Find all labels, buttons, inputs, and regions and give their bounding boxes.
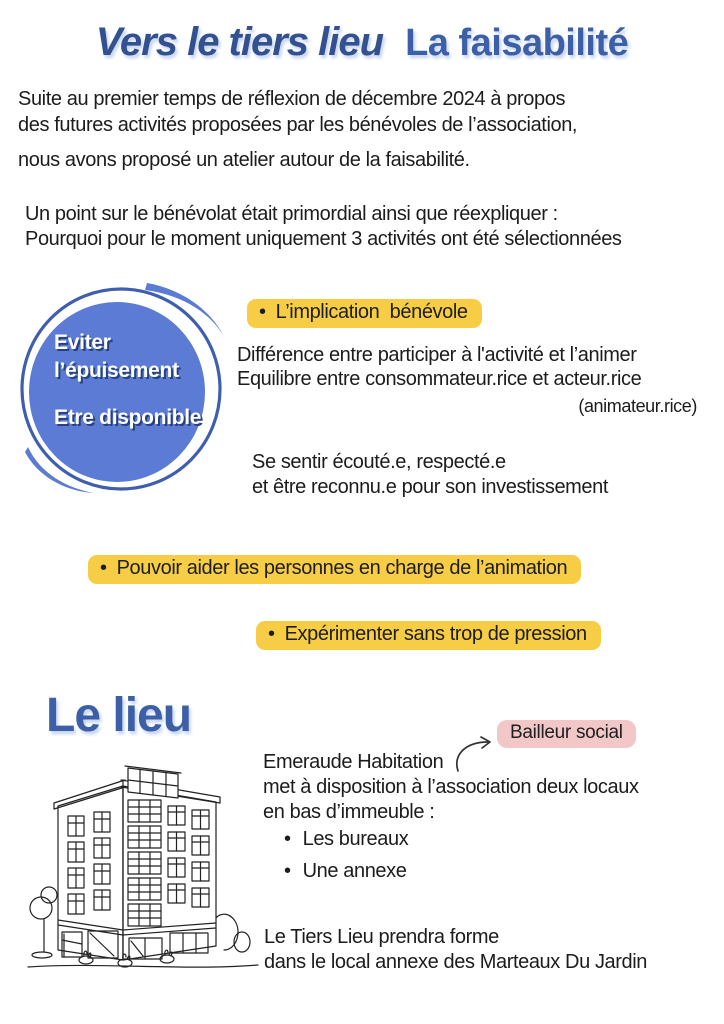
title-subtitle: La faisabilité <box>405 22 629 64</box>
highlight-implication: • L’implication bénévole <box>247 299 482 328</box>
highlight-experimenter: • Expérimenter sans trop de pression <box>256 621 601 650</box>
blue-bubble <box>16 281 236 501</box>
note-line: Pourquoi pour le moment uniquement 3 activités ont été sélectionnées <box>25 228 622 250</box>
lieu-line: en bas d’immeuble : <box>263 801 435 823</box>
intro-line: nous avons proposé un atelier autour de la faisabilité. <box>18 149 470 171</box>
details-line: Différence entre participer à l'activité et l’animer <box>237 344 637 366</box>
footer-line: dans le local annexe des Marteaux Du Jardin <box>264 951 648 973</box>
title-main: Vers le tiers lieu <box>95 20 384 64</box>
recognition-line: et être reconnu.e pour son investissement <box>252 476 609 498</box>
list-item: • Les bureaux <box>284 827 408 852</box>
bubble-line: Eviter <box>54 331 111 354</box>
lieu-line: met à disposition à l’association deux locaux <box>263 776 639 798</box>
list-item: • Une annexe <box>284 859 408 884</box>
page-title <box>0 20 724 65</box>
details-line: Equilibre entre consommateur.rice et acteur.rice <box>237 368 642 390</box>
bubble-line: Etre disponible <box>54 406 202 429</box>
bailleur-social-badge: Bailleur social <box>497 720 636 748</box>
benevolat-note <box>25 202 622 252</box>
recognition-line: Se sentir écouté.e, respecté.e <box>252 451 506 473</box>
intro-line: des futures activités proposées par les bénévoles de l’association, <box>18 114 578 136</box>
bubble-line: l’épuisement <box>54 359 179 382</box>
implication-details <box>237 343 697 418</box>
lieu-description <box>263 750 639 825</box>
note-line: Un point sur le bénévolat était primordial ainsi que réexpliquer : <box>25 203 558 225</box>
intro-line: Suite au premier temps de réflexion de décembre 2024 à propos <box>18 88 566 110</box>
lieu-bullet-list <box>284 827 408 884</box>
bubble-text <box>54 329 201 432</box>
lieu-footer <box>264 925 647 975</box>
lieu-heading: Le lieu <box>46 689 192 742</box>
intro-paragraph <box>18 86 577 173</box>
recognition-paragraph <box>252 450 608 500</box>
footer-line: Le Tiers Lieu prendra forme <box>264 926 499 948</box>
lieu-line: Emeraude Habitation <box>263 751 444 773</box>
details-line-small: (animateur.rice) <box>578 396 697 416</box>
highlight-aider: • Pouvoir aider les personnes en charge de l’animation <box>88 555 581 584</box>
building-illustration <box>26 760 260 980</box>
